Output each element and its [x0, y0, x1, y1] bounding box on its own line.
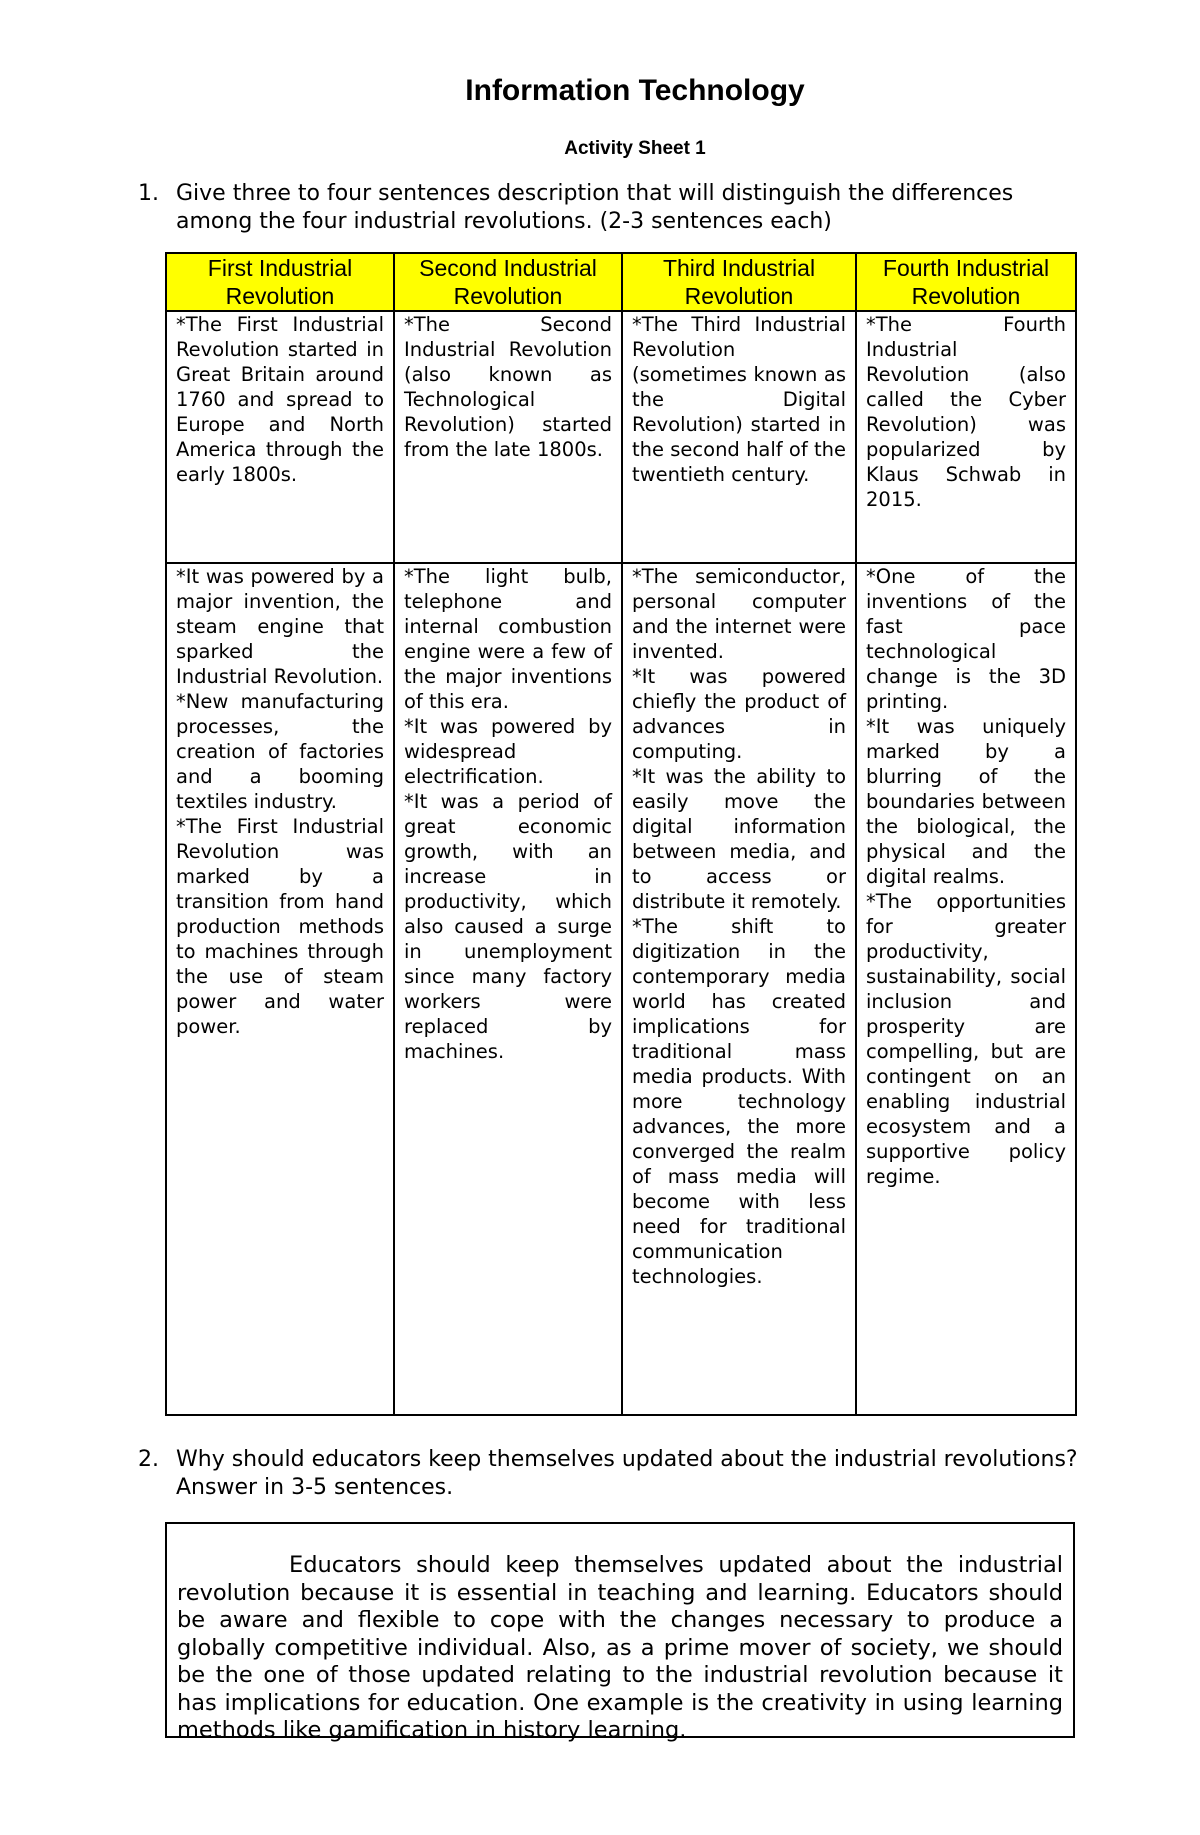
question-1-text: Give three to four sentences description that will distinguish the differences among the four industrial revolutions. (2-3 sentences each) — [176, 181, 1014, 234]
question-2 — [138, 1446, 1078, 1502]
table-cell: *The Second Industrial Revolution (also known as Technological Revolution) started from the late 1800s. — [394, 311, 622, 563]
table-cell: *The Third Industrial Revolution (sometimes known as the Digital Revolution) started in the second half of the twentieth century. — [622, 311, 856, 563]
table-row — [166, 311, 1076, 563]
table-cell: *The semiconductor, personal computer and the internet were invented. *It was powered chiefly the product of advances in computing. *It was the ability to easily move the digital information between media, and to access or distribute it remotely. *The shift to digitization in the contemporary media world has created implications for traditional mass media products. With more technology advances, the more converged the realm of mass media will become with less need for traditional communication technologies. — [622, 563, 856, 1415]
header-fourth-revolution: Fourth Industrial Revolution — [856, 253, 1076, 311]
table-row — [166, 563, 1076, 1415]
answer-2-box: Educators should keep themselves updated about the industrial revolution because it is essential in teaching and learning. Educators should be aware and flexible to cope with the changes necessary to produce a globally competitive individual. Also, as a prime mover of society, we should be the one of those updated relating to the industrial revolution because it has implications for education. One example is the creativity in using learning methods like gamification in history learning. — [165, 1522, 1075, 1738]
question-1 — [138, 180, 1078, 236]
table-cell: *It was powered by a major invention, the steam engine that sparked the Industrial Revolution. *New manufacturing processes, the creation of factories and a booming textiles industry. *The First Industrial Revolution was marked by a transition from hand production methods to machines through the use of steam power and water power. — [166, 563, 394, 1415]
header-first-revolution: First Industrial Revolution — [166, 253, 394, 311]
table-cell: *One of the inventions of the fast pace technological change is the 3D printing. *It was uniquely marked by a blurring of the boundaries between the biological, the physical and the digital realms. *The opportunities for greater productivity, sustainability, social inclusion and prosperity are compelling, but are contingent on an enabling industrial ecosystem and a supportive policy regime. — [856, 563, 1076, 1415]
question-2-number: 2. — [138, 1447, 159, 1472]
table-header-row — [166, 253, 1076, 311]
table-cell: *The First Industrial Revolution started in Great Britain around 1760 and spread to Europe and North America through the early 1800s. — [166, 311, 394, 563]
document-title: Information Technology — [465, 74, 805, 107]
header-third-revolution: Third Industrial Revolution — [622, 253, 856, 311]
activity-sheet-heading: Activity Sheet 1 — [564, 138, 706, 159]
question-2-text: Why should educators keep themselves updated about the industrial revolutions? Answer in 3-5 sentences. — [176, 1447, 1078, 1500]
table-cell: *The Fourth Industrial Revolution (also called the Cyber Revolution) was popularized by Klaus Schwab in 2015. — [856, 311, 1076, 563]
header-second-revolution: Second Industrial Revolution — [394, 253, 622, 311]
industrial-revolutions-table — [165, 252, 1077, 1416]
question-1-number: 1. — [138, 181, 159, 206]
table-cell: *The light bulb, telephone and internal combustion engine were a few of the major inventions of this era. *It was powered by widespread electrification. *It was a period of great economic growth, with an increase in productivity, which also caused a surge in unemployment since many factory workers were replaced by machines. — [394, 563, 622, 1415]
